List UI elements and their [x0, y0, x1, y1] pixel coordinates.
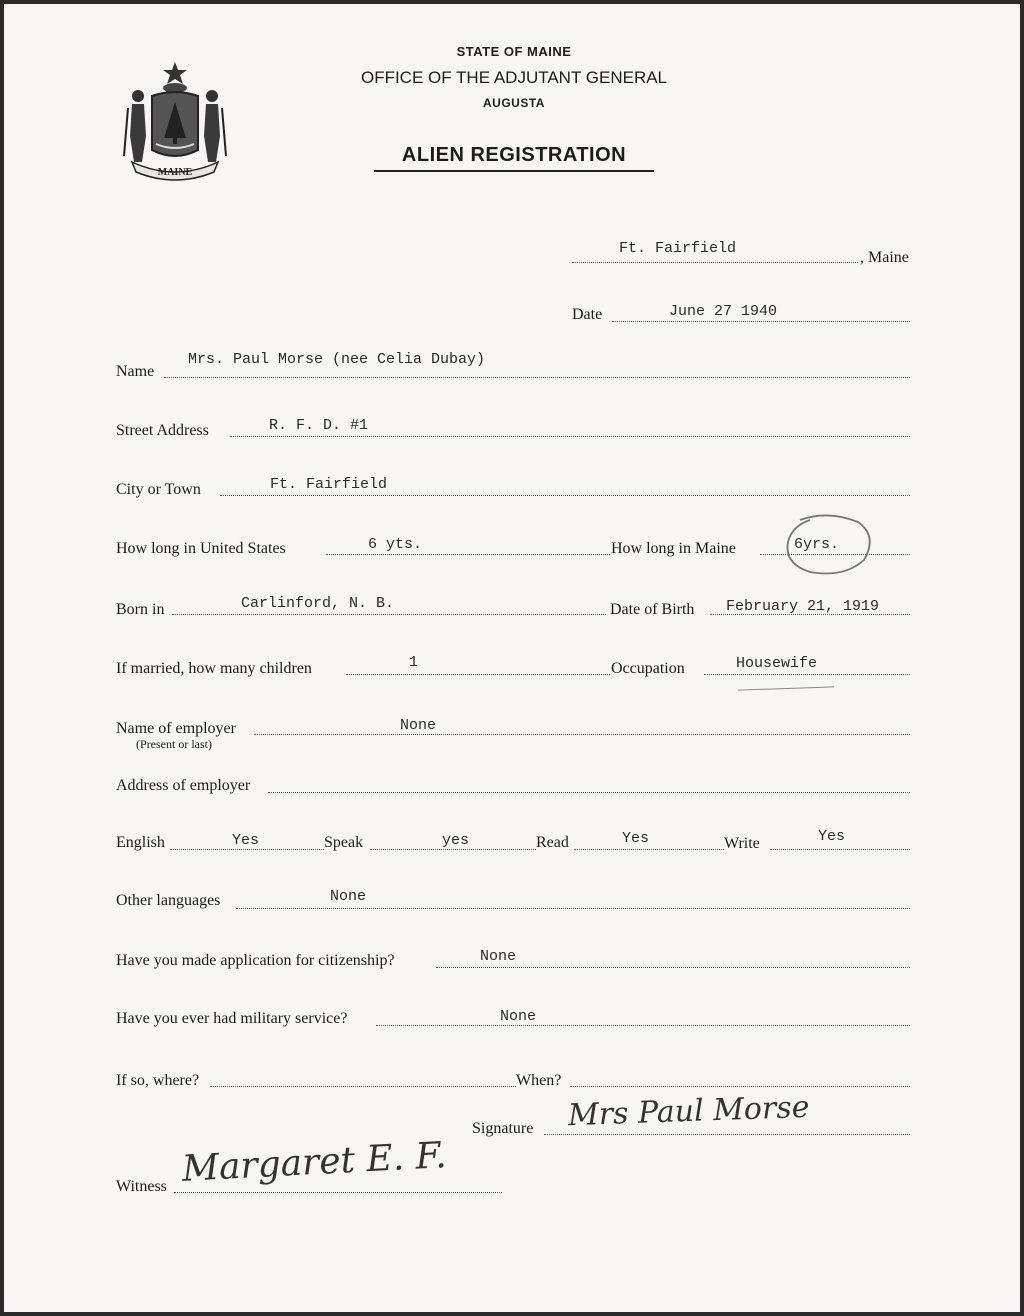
svg-text:MAINE: MAINE [157, 167, 193, 178]
witness-line [174, 1192, 502, 1193]
english-line [170, 849, 324, 850]
state-heading: STATE OF MAINE [456, 44, 572, 59]
read-label: Read [536, 834, 569, 851]
name-value: Mrs. Paul Morse (nee Celia Dubay) [188, 351, 486, 368]
born-in-line [172, 614, 606, 615]
town-line [572, 262, 858, 263]
employer-label: Name of employer [116, 720, 236, 737]
city-town-value: Ft. Fairfield [270, 476, 388, 493]
city-heading: AUGUSTA [483, 96, 545, 110]
where-line [210, 1086, 516, 1087]
other-languages-line [236, 908, 910, 909]
employer-value: None [400, 717, 437, 734]
speak-value: yes [442, 832, 470, 849]
city-town-line [220, 495, 910, 496]
how-long-us-line [326, 554, 610, 555]
english-value: Yes [232, 832, 260, 849]
write-value: Yes [818, 828, 846, 845]
employer-address-line [268, 792, 910, 793]
citizenship-value: None [480, 948, 517, 965]
citizenship-label: Have you made application for citizenship? [116, 952, 395, 969]
witness-value: Margaret E. F. [181, 1135, 448, 1190]
read-value: Yes [622, 830, 650, 847]
maine-suffix: , Maine [860, 249, 909, 266]
employer-address-label: Address of employer [116, 777, 251, 794]
children-value: 1 [409, 654, 419, 671]
city-town-label: City or Town [116, 481, 201, 498]
street-address-line [230, 436, 910, 437]
born-in-label: Born in [116, 601, 165, 618]
signature-line [544, 1134, 910, 1135]
other-languages-label: Other languages [116, 892, 221, 909]
employer-line [254, 734, 910, 735]
children-line [346, 674, 610, 675]
born-in-value: Carlinford, N. B. [241, 595, 395, 612]
write-label: Write [724, 835, 760, 852]
english-label: English [116, 834, 165, 851]
occupation-line [704, 674, 910, 675]
dob-label: Date of Birth [610, 601, 695, 618]
citizenship-line [436, 967, 910, 968]
how-long-maine-label: How long in Maine [611, 540, 736, 557]
speak-label: Speak [324, 834, 364, 851]
how-long-us-label: How long in United States [116, 540, 286, 557]
occupation-label: Occupation [611, 660, 685, 677]
date-line [612, 321, 910, 322]
witness-label: Witness [116, 1178, 167, 1195]
children-label: If married, how many children [116, 660, 312, 677]
military-value: None [500, 1008, 537, 1025]
street-address-label: Street Address [116, 422, 209, 439]
military-label: Have you ever had military service? [116, 1010, 348, 1027]
maine-seal-icon [122, 58, 228, 182]
occupation-value: Housewife [736, 655, 818, 672]
office-heading: OFFICE OF THE ADJUTANT GENERAL [360, 68, 668, 87]
how-long-us-value: 6 yts. [368, 536, 423, 553]
date-value: June 27 1940 [669, 303, 778, 320]
when-line [570, 1086, 910, 1087]
when-label: When? [516, 1072, 562, 1089]
street-address-value: R. F. D. #1 [269, 417, 369, 434]
where-label: If so, where? [116, 1072, 200, 1089]
circle-annotation-icon [780, 512, 880, 578]
signature-value: Mrs Paul Morse [567, 1089, 810, 1134]
town-value: Ft. Fairfield [619, 240, 737, 257]
date-label: Date [572, 306, 603, 323]
employer-sublabel: (Present or last) [136, 737, 212, 751]
name-label: Name [116, 363, 155, 380]
alien-registration-form [4, 4, 1020, 1312]
form-title: ALIEN REGISTRATION [401, 144, 627, 166]
signature-label: Signature [472, 1120, 534, 1137]
dob-line [710, 614, 910, 615]
name-line [164, 377, 910, 378]
read-line [574, 849, 724, 850]
other-languages-value: None [330, 888, 367, 905]
title-underline [374, 170, 654, 172]
occupation-underline-mark [738, 686, 834, 690]
military-line [376, 1025, 910, 1026]
dob-value: February 21, 1919 [726, 598, 880, 615]
speak-line [370, 849, 536, 850]
write-line [770, 849, 910, 850]
how-long-maine-value: 6yrs. [794, 536, 840, 553]
